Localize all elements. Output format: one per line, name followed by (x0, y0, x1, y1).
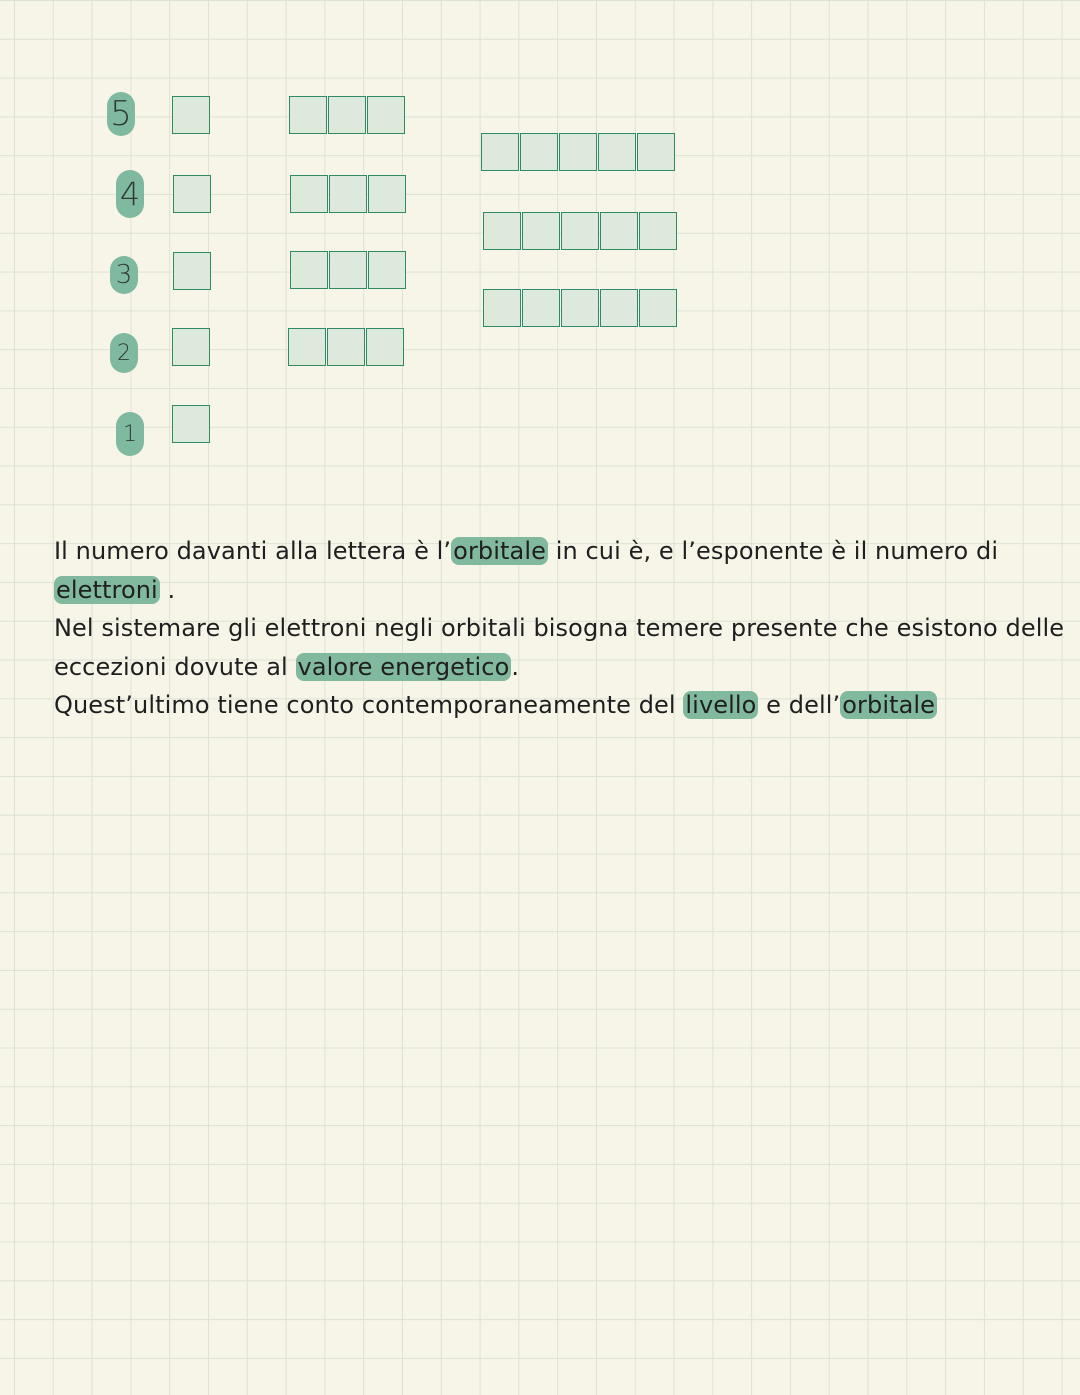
orbital-box-3d-1 (483, 289, 521, 327)
orbital-box-4p-2 (329, 175, 367, 213)
orbital-box-3s (173, 252, 211, 290)
text-line-3 (54, 609, 1064, 648)
text-line-1 (54, 532, 1064, 571)
orbital-box-2p-3 (366, 328, 404, 366)
explanation-text (54, 532, 1064, 725)
text-line-4 (54, 648, 1064, 687)
orbital-box-5p-2 (328, 96, 366, 134)
orbital-box-2p-2 (327, 328, 365, 366)
orbital-box-2s (172, 328, 210, 366)
level-badge-3: 3 (110, 256, 138, 294)
text-segment: Quest’ultimo tiene conto contemporaneamente del (54, 691, 684, 719)
text-segment: e dell’ (758, 691, 841, 719)
orbital-box-3d-4 (600, 289, 638, 327)
orbital-box-5d-1 (481, 133, 519, 171)
text-segment: eccezioni dovute al (54, 652, 296, 681)
text-segment: Il numero davanti alla lettera è l’ (54, 537, 452, 565)
text-segment: in cui è, e l’esponente è il numero di (547, 537, 999, 565)
orbital-box-5d-4 (598, 133, 636, 171)
orbital-box-4d-5 (639, 212, 677, 250)
highlight-orbitale: orbitale (453, 537, 546, 565)
orbital-box-3p-1 (290, 251, 328, 289)
orbital-box-4d-3 (561, 212, 599, 250)
orbital-box-3d-2 (522, 289, 560, 327)
orbital-box-4p-1 (290, 175, 328, 213)
highlight-orbitale-2: orbitale (842, 691, 936, 719)
text-segment: . (511, 652, 520, 681)
text-segment: Nel sistemare gli elettroni negli orbitali bisogna temere presente che esistono delle (54, 614, 1065, 642)
orbital-box-1s (172, 405, 210, 443)
highlight-elettroni: elettroni (56, 575, 158, 604)
highlight-valore-energetico: valore energetico (297, 652, 510, 681)
orbital-box-2p-1 (288, 328, 326, 366)
orbital-box-3p-2 (329, 251, 367, 289)
level-badge-2: 2 (110, 333, 138, 373)
orbital-box-5p-1 (289, 96, 327, 134)
orbital-box-4d-1 (483, 212, 521, 250)
level-badge-1: 1 (116, 412, 144, 456)
text-line-2 (54, 571, 1064, 610)
orbital-box-3d-3 (561, 289, 599, 327)
orbital-box-5d-2 (520, 133, 558, 171)
orbital-box-5d-5 (637, 133, 675, 171)
orbital-box-4d-2 (522, 212, 560, 250)
orbital-box-4s (173, 175, 211, 213)
level-badge-4: 4 (116, 170, 144, 218)
orbital-box-5s (172, 96, 210, 134)
orbital-box-4d-4 (600, 212, 638, 250)
level-badge-5: 5 (107, 92, 135, 136)
highlight-livello: livello (685, 691, 757, 719)
orbital-box-3d-5 (639, 289, 677, 327)
text-segment: . (159, 575, 176, 604)
orbital-box-5p-3 (367, 96, 405, 134)
orbital-box-4p-3 (368, 175, 406, 213)
orbital-box-3p-3 (368, 251, 406, 289)
orbital-box-5d-3 (559, 133, 597, 171)
text-line-5 (54, 686, 1064, 725)
